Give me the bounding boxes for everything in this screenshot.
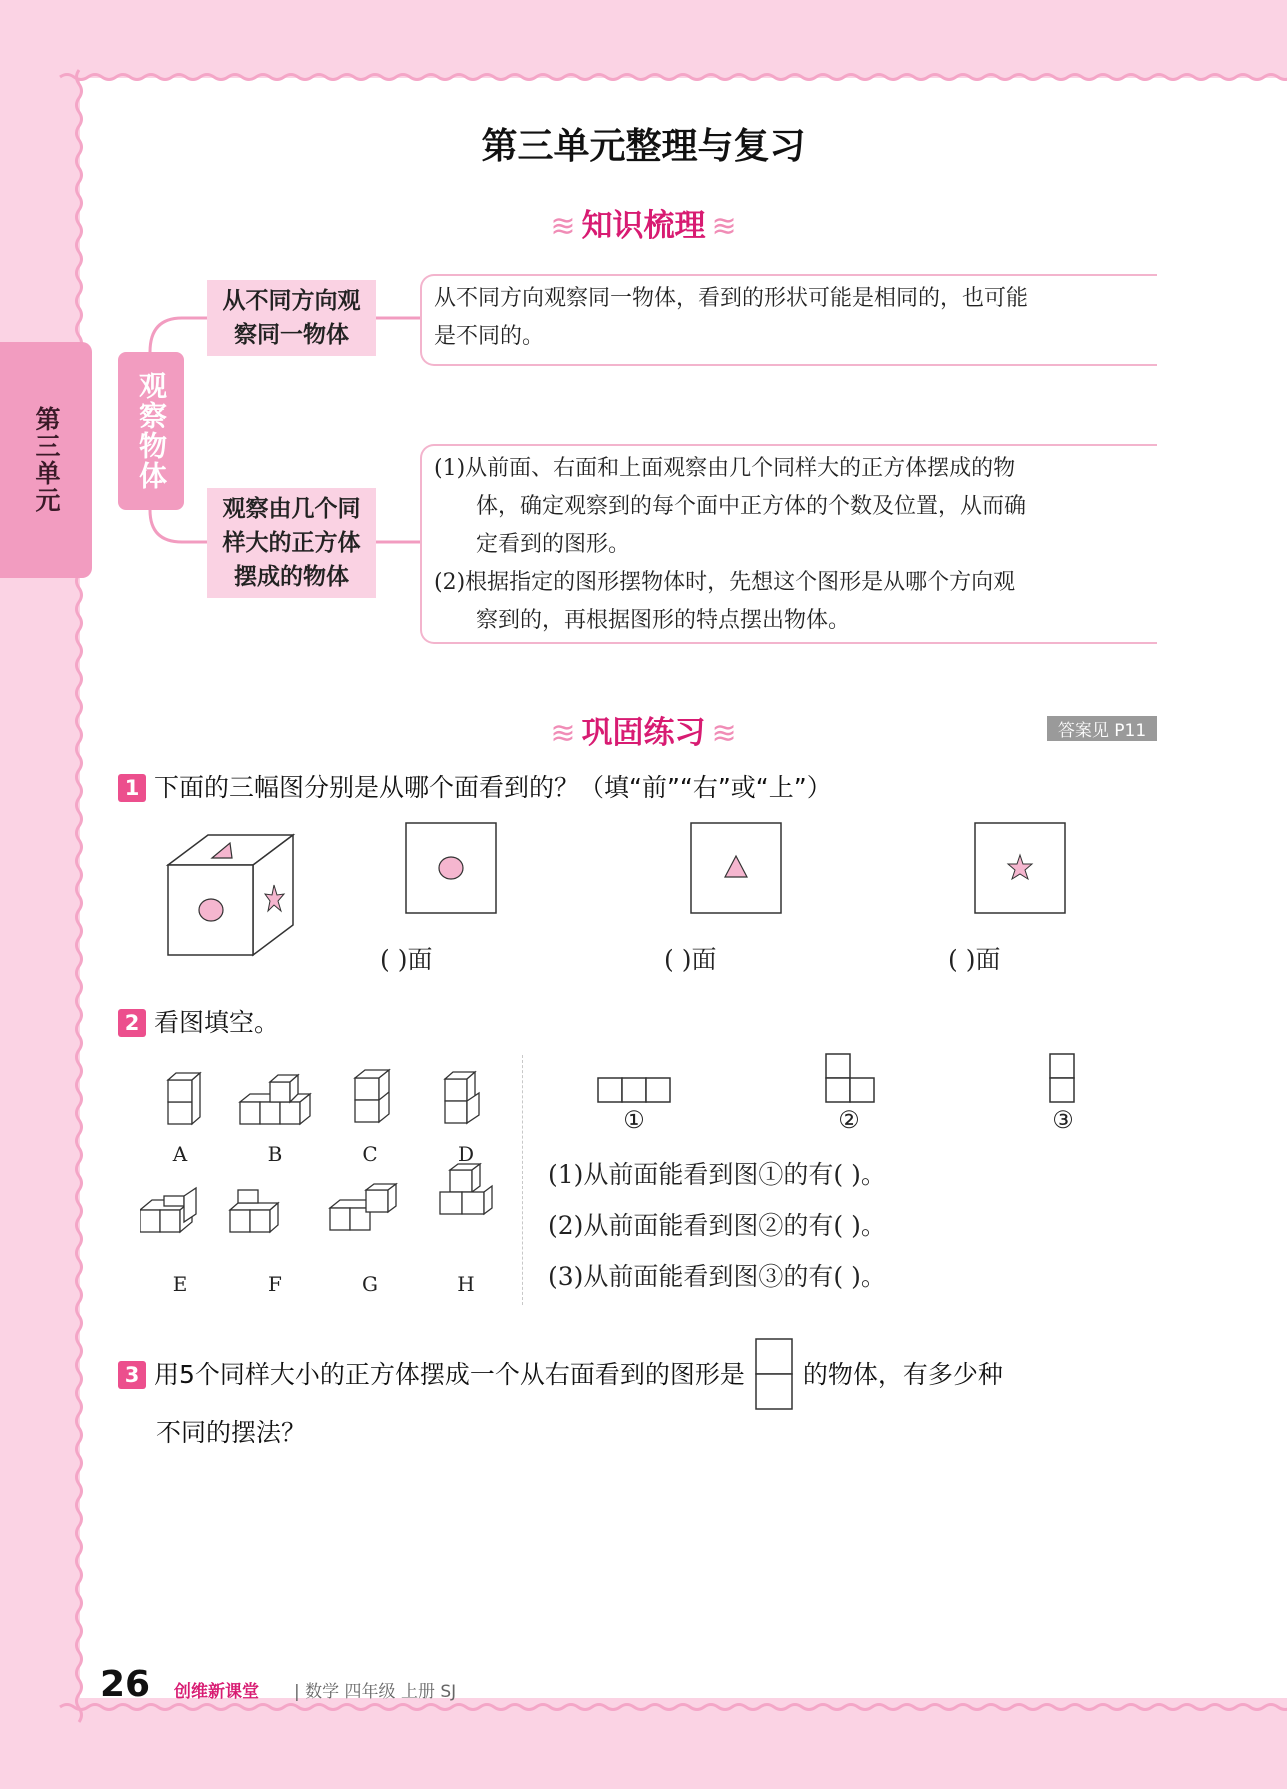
figure-h [440,1164,492,1214]
figure-label-e: E [172,1272,188,1296]
figure-g [330,1184,396,1230]
view-shape-2 [826,1054,874,1102]
question-number-2: 2 [118,1009,146,1037]
question-1: 1 下面的三幅图分别是从哪个面看到的？（填“前”“右”或“上”） [118,768,832,804]
view-label-2: ② [838,1106,860,1134]
question-number-3: 3 [118,1361,146,1389]
cube-figure [160,825,300,965]
figure-b [240,1075,310,1124]
figure-a [168,1073,200,1124]
figure-f [230,1190,278,1232]
figure-label-a: A [172,1142,188,1166]
figure-label-h: H [457,1272,475,1296]
footer-brand: 创维新课堂 [174,1682,259,1702]
divider-dashed [522,1055,523,1305]
view-shape-1 [598,1078,670,1102]
view-square-star [974,822,1066,914]
q1-blank-2[interactable]: ( )面 [664,945,717,974]
mindmap-desc-2: (1)从前面、右面和上面观察由几个同样大的正方体摆成的物 体，确定观察到的每个面中正方体的个数及位置，从而确 定看到的图形。 (2)根据指定的图形摆物体时，先想这个图形是从哪个方向观 察到的，再根据图形的特点摆出物体。 [420,444,1157,644]
mindmap-desc-1: 从不同方向观察同一物体，看到的形状可能是相同的，也可能 是不同的。 [420,274,1157,366]
figure-c [355,1070,389,1122]
q1-blank-3[interactable]: ( )面 [948,945,1001,974]
question-3: 3 用5个同样大小的正方体摆成一个从右面看到的图形是 的物体，有多少种 [118,1340,1003,1412]
figure-label-f: F [268,1272,282,1296]
view-label-3: ③ [1052,1106,1074,1134]
question-3-line-2: 不同的摆法？ [156,1418,307,1447]
view-shape-3 [1050,1054,1074,1102]
q2-item-2[interactable]: (2)从前面能看到图②的有( )。 [548,1211,886,1240]
mindmap-root: 观察物体 [118,352,184,510]
block-figures [140,1060,510,1280]
figure-label-c: C [362,1142,378,1166]
view-square-circle [405,822,497,914]
figure-label-g: G [362,1272,378,1296]
q2-item-1[interactable]: (1)从前面能看到图①的有( )。 [548,1160,886,1189]
answer-reference-tag: 答案见 P11 [1047,716,1157,741]
figure-label-b: B [267,1142,283,1166]
right-view-shape [755,1338,793,1410]
figure-e [140,1188,196,1232]
section-title-practice: ≋ 巩固练习 ≋ [550,715,737,751]
page-number: 26 [100,1664,151,1705]
mindmap-branch-1: 从不同方向观 察同一物体 [207,280,376,356]
figure-label-d: D [457,1142,475,1166]
question-number-1: 1 [118,774,146,802]
page-title: 第三单元整理与复习 [481,126,806,167]
view-shapes [590,1048,1100,1108]
section-title-knowledge: ≋ 知识梳理 ≋ [550,208,737,244]
figure-d [445,1072,479,1123]
question-2: 2 看图填空。 [118,1003,279,1039]
view-square-triangle [690,822,782,914]
footer-info: | 数学 四年级 上册 SJ [294,1682,457,1702]
view-label-1: ① [623,1106,645,1134]
mindmap-branch-2: 观察由几个同 样大的正方体 摆成的物体 [207,488,376,598]
unit-side-tab: 第三单元 [0,342,92,578]
q1-blank-1[interactable]: ( )面 [380,945,433,974]
q2-item-3[interactable]: (3)从前面能看到图③的有( )。 [548,1262,886,1291]
